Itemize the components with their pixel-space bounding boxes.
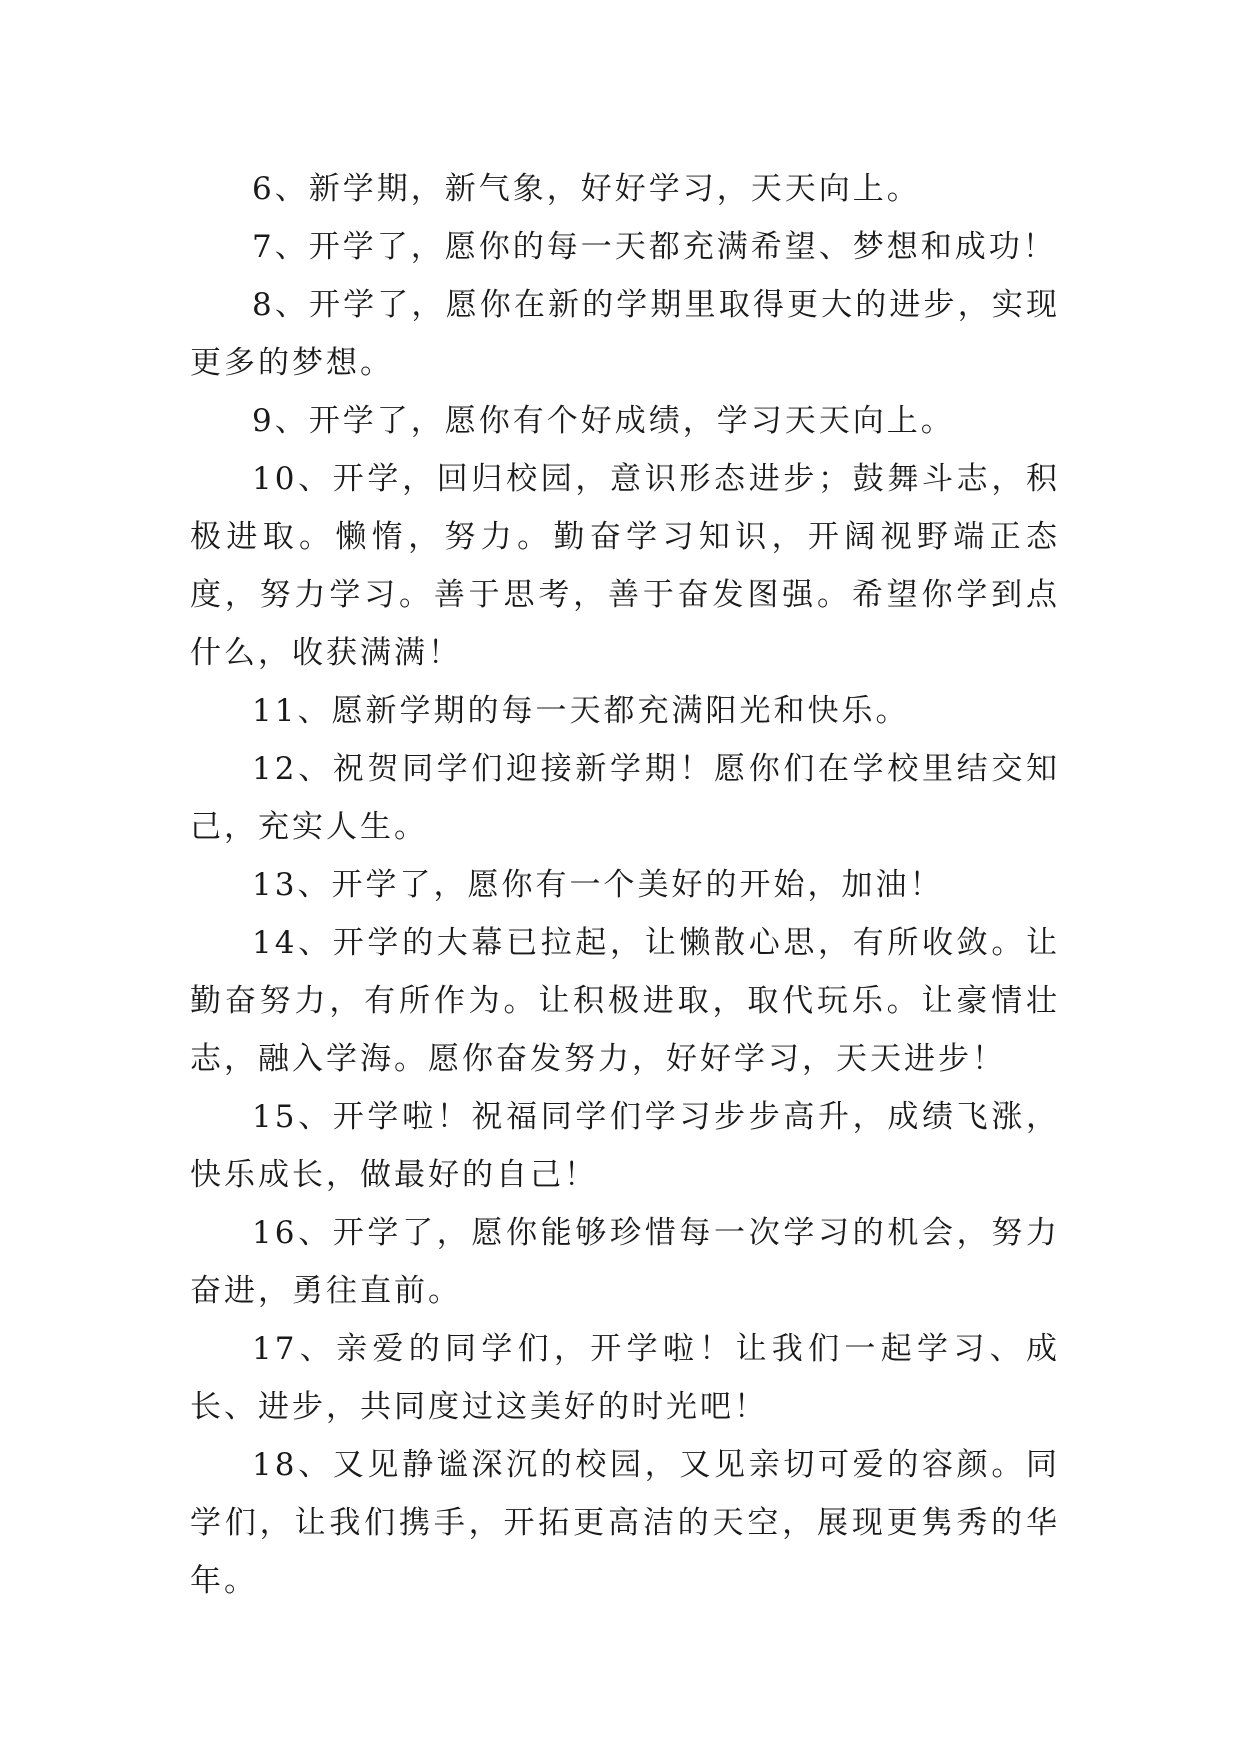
paragraph-13: 13、开学了，愿你有一个美好的开始，加油！ — [252, 867, 944, 903]
paragraph-15: 15、开学啦！祝福同学们学习步步高升，成绩飞涨，快乐成长，做最好的自己！ — [190, 1099, 1060, 1193]
paragraph-12: 12、祝贺同学们迎接新学期！愿你们在学校里结交知己，充实人生。 — [190, 751, 1060, 845]
paragraph-14: 14、开学的大幕已拉起，让懒散心思，有所收敛。让勤奋努力，有所作为。让积极进取，取代玩乐。让豪情壮志，融入学海。愿你奋发努力，好好学习，天天进步！ — [190, 925, 1060, 1077]
paragraph-16: 16、开学了，愿你能够珍惜每一次学习的机会，努力奋进，勇往直前。 — [190, 1215, 1060, 1309]
paragraph-17: 17、亲爱的同学们，开学啦！让我们一起学习、成长、进步，共同度过这美好的时光吧！ — [190, 1331, 1060, 1425]
paragraph-6: 6、新学期，新气象，好好学习，天天向上。 — [252, 171, 921, 207]
paragraph-9: 9、开学了，愿你有个好成绩，学习天天向上。 — [252, 403, 955, 439]
paragraph-7: 7、开学了，愿你的每一天都充满希望、梦想和成功！ — [252, 229, 1057, 265]
paragraph-10: 10、开学，回归校园，意识形态进步；鼓舞斗志，积极进取。懒惰，努力。勤奋学习知识，开阔视野端正态度，努力学习。善于思考，善于奋发图强。希望你学到点什么，收获满满！ — [190, 461, 1060, 671]
paragraph-11: 11、愿新学期的每一天都充满阳光和快乐。 — [252, 693, 910, 729]
paragraph-18: 18、又见静谧深沉的校园，又见亲切可爱的容颜。同学们，让我们携手，开拓更高洁的天空，展现更隽秀的华年。 — [190, 1447, 1060, 1599]
paragraph-8: 8、开学了，愿你在新的学期里取得更大的进步，实现更多的梦想。 — [190, 287, 1060, 381]
document-body — [190, 160, 1060, 1610]
